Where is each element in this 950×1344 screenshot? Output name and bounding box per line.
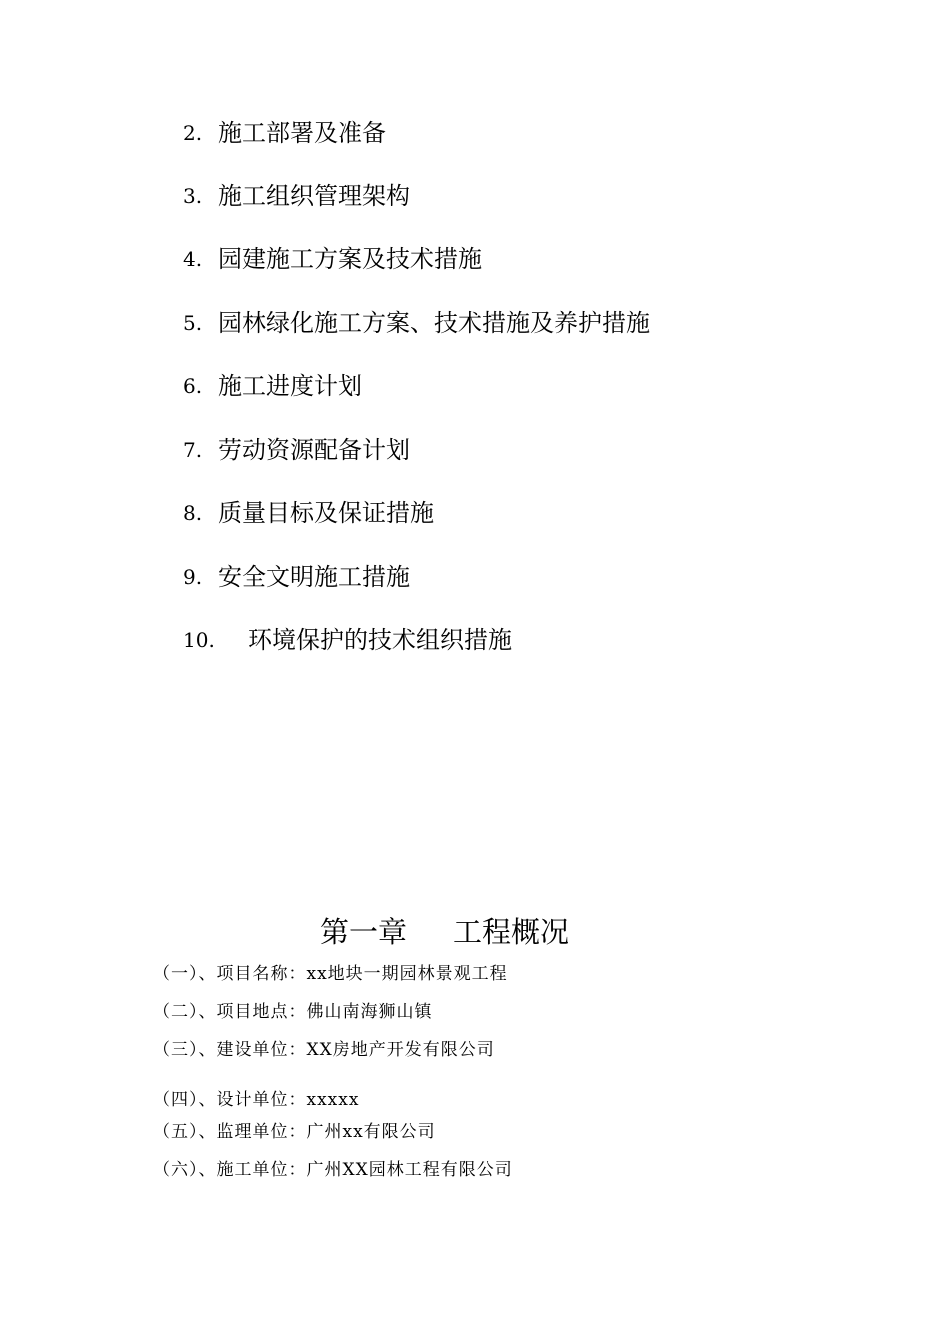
toc-item-title: 劳动资源配备计划 [218, 436, 410, 464]
toc-item-number: 2. [183, 121, 203, 145]
toc-item-title: 园林绿化施工方案、技术措施及养护措施 [218, 309, 650, 337]
toc-item-title: 施工组织管理架构 [218, 182, 410, 210]
toc-item-title: 施工进度计划 [218, 372, 362, 400]
toc-item-number: 7. [183, 438, 203, 462]
info-developer: （三）、建设单位：XX房地产开发有限公司 [153, 1040, 495, 1060]
toc-item-title: 安全文明施工措施 [218, 563, 410, 591]
toc-item-title: 园建施工方案及技术措施 [218, 245, 482, 273]
toc-item-number: 8. [183, 501, 203, 525]
chapter-number: 第一章 [320, 915, 408, 949]
info-designer: （四）、设计单位：xxxxx [153, 1090, 360, 1110]
toc-item-title: 质量目标及保证措施 [218, 499, 434, 527]
info-project-name: （一）、项目名称：xx地块一期园林景观工程 [153, 964, 508, 984]
chapter-title: 工程概况 [453, 915, 570, 949]
toc-item-number: 4. [183, 247, 203, 271]
toc-item-number: 10. [183, 628, 215, 652]
toc-item-number: 9. [183, 565, 203, 589]
toc-item-number: 6. [183, 374, 203, 398]
toc-item-title: 施工部署及准备 [218, 119, 386, 147]
toc-item-number: 3. [183, 184, 203, 208]
toc-item-title: 环境保护的技术组织措施 [248, 626, 512, 654]
info-contractor: （六）、施工单位：广州XX园林工程有限公司 [153, 1160, 513, 1180]
info-project-location: （二）、项目地点：佛山南海狮山镇 [153, 1002, 433, 1022]
toc-item-number: 5. [183, 311, 203, 335]
info-supervisor: （五）、监理单位：广州xx有限公司 [153, 1122, 436, 1142]
